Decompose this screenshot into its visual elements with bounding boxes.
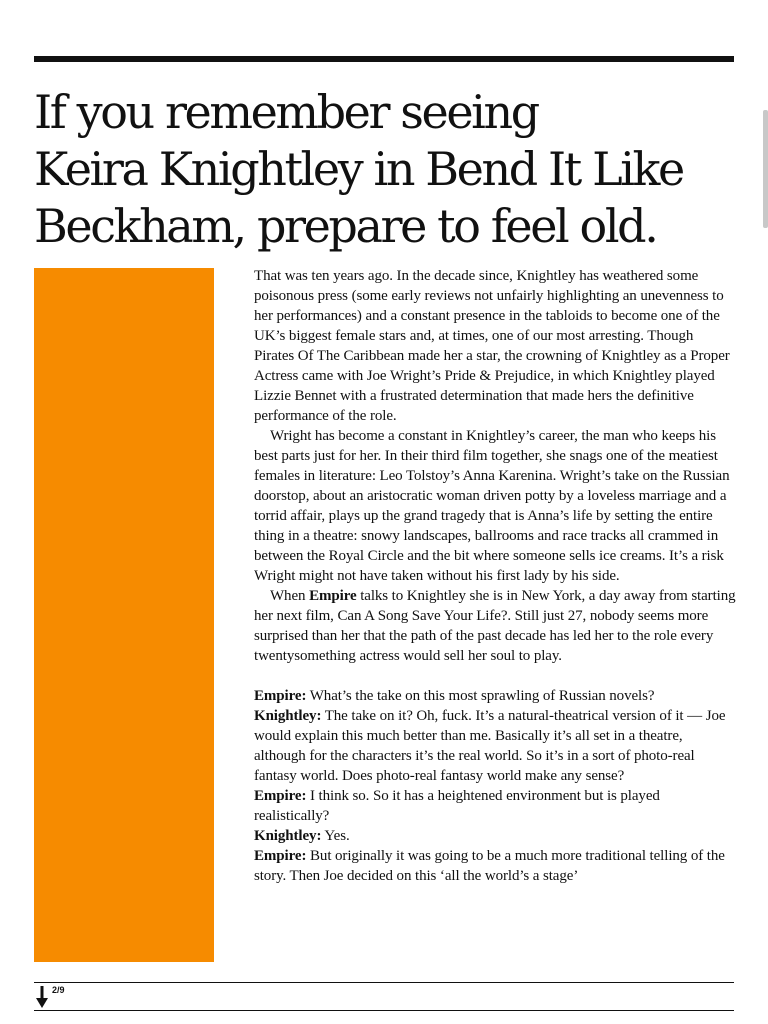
page-indicator: 2/9 bbox=[52, 985, 65, 995]
paragraph-empire-meets bbox=[254, 586, 736, 666]
interview-line bbox=[254, 826, 736, 846]
interview-text: I think so. So it has a heightened environment but is played realistically? bbox=[254, 788, 660, 824]
headline bbox=[34, 84, 734, 255]
paragraph-rest: talks to Knightley she is in New York, a day away from starting her next film, Can A Song Save Your Life?. Still just 27, nobody seems more surprised than her that the path of the past decade has led her to the role every twentysomething actress would sell her soul to play. bbox=[254, 588, 736, 664]
footer-rule-top bbox=[34, 982, 734, 983]
article-body bbox=[254, 266, 736, 886]
headline-line-2: Keira Knightley in Bend It Like bbox=[34, 142, 683, 196]
speaker-label: Knightley: bbox=[254, 708, 322, 724]
speaker-label: Empire: bbox=[254, 688, 307, 704]
speaker-label: Knightley: bbox=[254, 828, 322, 844]
headline-line-1: If you remember seeing bbox=[34, 85, 538, 139]
scrollbar[interactable] bbox=[763, 110, 768, 228]
paragraph-intro: That was ten years ago. In the decade since, Knightley has weathered some poisonous press (some early reviews not unfairly highlighting an unevenness to her performances) and a constant presence in the tabloids to become one of the UK’s biggest female stars and, at times, one of our most arresting. Though Pirates Of The Caribbean made her a star, the crowning of Knightley as a Proper Actress came with Joe Wright’s Pride & Prejudice, in which Knightley played Lizzie Bennet with a frustrated determination that made hers the definitive performance of the role. bbox=[254, 268, 730, 424]
interview-line bbox=[254, 706, 736, 786]
interview-text: Yes. bbox=[321, 828, 350, 844]
top-rule bbox=[34, 56, 734, 62]
interview-text: The take on it? Oh, fuck. It’s a natural-theatrical version of it — Joe would explain this much better than me. Basically it’s all set in a theatre, although for the characters it’s the real world. So it’s in a sort of photo-real fantasy world. Does photo-real fantasy world make any sense? bbox=[254, 708, 726, 784]
interview-section bbox=[254, 686, 736, 886]
paragraph-wright: Wright has become a constant in Knightley’s career, the man who keeps his best parts just for her. In their third film together, she snags one of the meatiest females in literature: Leo Tolstoy’s Anna Karenina. Wright’s take on the Russian doorstop, about an aristocratic woman driven potty by a loveless marriage and a torrid affair, plays up the grand tragedy that is Anna’s life by setting the entire thing in a theatre: snowy landscapes, ballrooms and race tracks all crammed in between the Royal Circle and the bit where someone sells ice creams. It’s a risk Wright might not have taken without his first lady by his side. bbox=[254, 428, 730, 584]
interview-text: But originally it was going to be a much more traditional telling of the story. Then Joe decided on this ‘all the world’s a stage’ bbox=[254, 848, 725, 884]
interview-line bbox=[254, 846, 736, 886]
interview-text: What’s the take on this most sprawling of Russian novels? bbox=[306, 688, 655, 704]
orange-image-placeholder bbox=[34, 268, 214, 962]
down-arrow-icon[interactable] bbox=[36, 986, 48, 1008]
footer-rule-bottom bbox=[34, 1010, 734, 1011]
magazine-name: Empire bbox=[309, 588, 357, 604]
interview-line bbox=[254, 786, 736, 826]
speaker-label: Empire: bbox=[254, 788, 307, 804]
interview-line bbox=[254, 686, 736, 706]
headline-line-3: Beckham, prepare to feel old. bbox=[34, 199, 657, 253]
paragraph-prefix: When bbox=[270, 588, 310, 604]
speaker-label: Empire: bbox=[254, 848, 307, 864]
